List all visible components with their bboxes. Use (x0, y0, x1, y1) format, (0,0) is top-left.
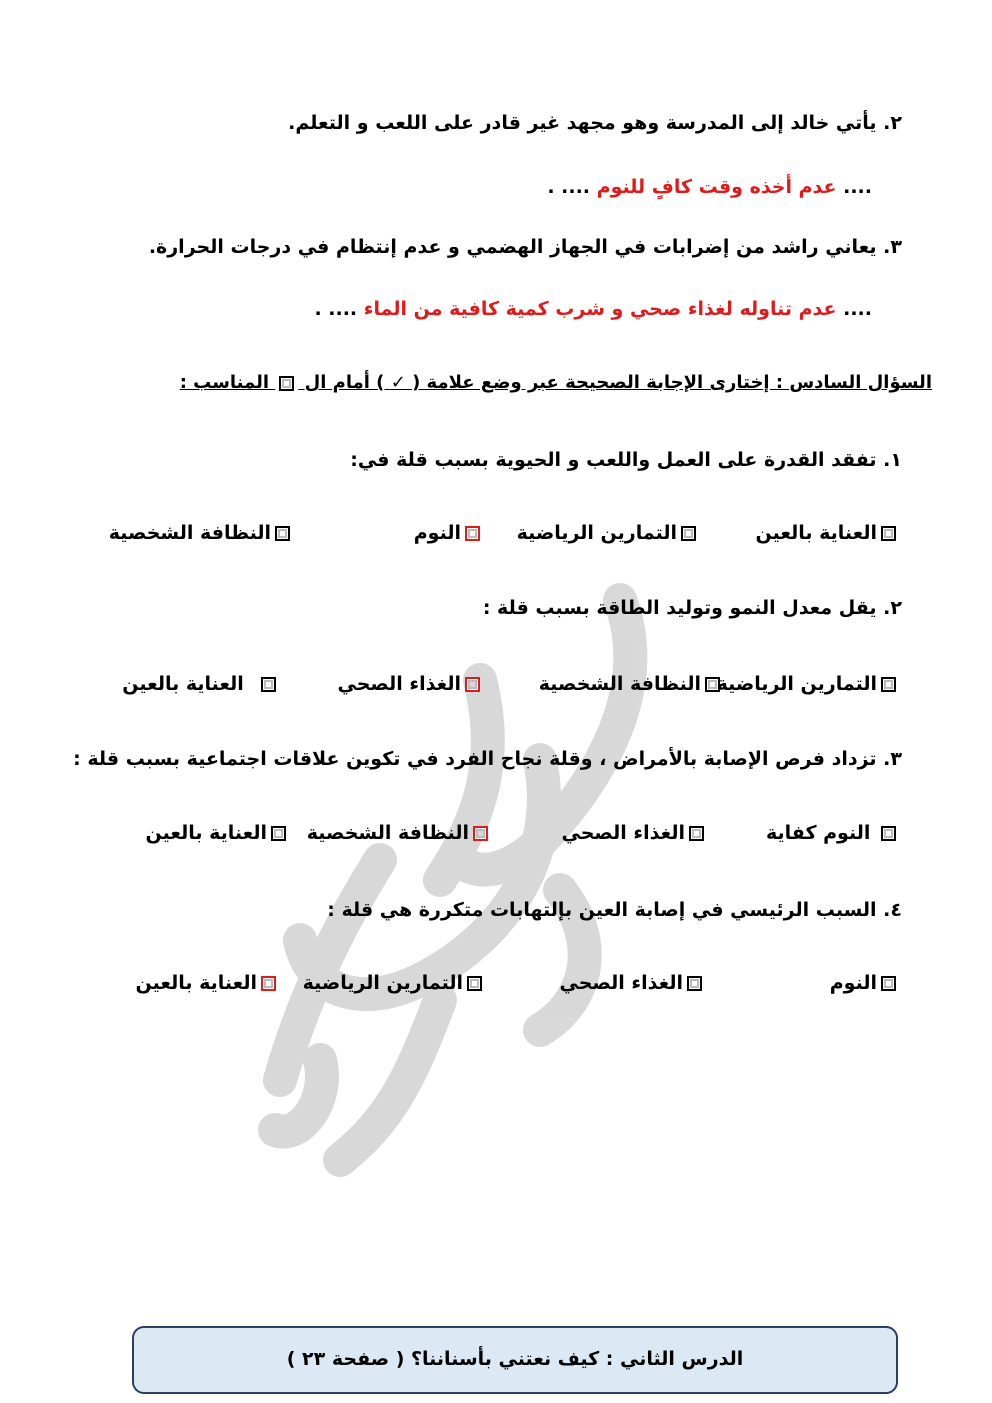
checkbox[interactable] (881, 526, 896, 541)
checkbox[interactable] (261, 677, 276, 692)
sub4-option-3[interactable] (303, 972, 486, 994)
option-label: التمارين الرياضية (302, 972, 463, 994)
heading-part-3: المناسب : (179, 372, 270, 393)
checkbox[interactable] (881, 826, 896, 841)
question-3-answer-line (60, 298, 872, 320)
sub2-option-1[interactable] (717, 673, 900, 695)
sub1-option-3[interactable] (414, 522, 484, 544)
checkbox[interactable] (275, 526, 290, 541)
checkbox[interactable] (881, 677, 896, 692)
sub1-option-1[interactable] (755, 522, 900, 544)
checkbox[interactable] (689, 826, 704, 841)
check-mark-icon: ✓ (390, 372, 406, 393)
checkbox-correct[interactable] (261, 976, 276, 991)
checkbox-correct[interactable] (465, 526, 480, 541)
sub2-option-2[interactable] (539, 673, 724, 695)
sub3-option-1[interactable] (766, 822, 900, 844)
question-2-answer-line (60, 176, 872, 198)
sub-question-1-text: ١. تفقد القدرة على العمل واللعب و الحيوية بسبب قلة في: (350, 449, 902, 471)
sub1-option-4[interactable] (109, 522, 294, 544)
lesson-footer-box (132, 1326, 898, 1394)
checkbox[interactable] (467, 976, 482, 991)
sub-question-4-text: ٤. السبب الرئيسي في إصابة العين بإلتهابات متكررة هي قلة : (327, 899, 902, 921)
lesson-title: الدرس الثاني : كيف نعتني بأسناننا؟ ( صفحة ٢٣ ) (286, 1348, 744, 1370)
sub2-option-3[interactable] (338, 673, 484, 695)
option-label: العناية بالعين (135, 972, 257, 994)
question-6-heading (60, 372, 932, 393)
checkbox-correct[interactable] (473, 826, 488, 841)
sub1-option-2[interactable] (517, 522, 700, 544)
checkbox[interactable] (881, 976, 896, 991)
sub3-option-4[interactable] (145, 822, 290, 844)
option-label: العناية بالعين (755, 522, 877, 544)
checkbox-correct[interactable] (465, 677, 480, 692)
heading-part-2: ) أمام ال (304, 372, 385, 393)
option-label: النوم (413, 522, 461, 544)
checkbox-icon (279, 376, 294, 391)
dots-open: .... (843, 176, 872, 198)
option-label: النظافة الشخصية (306, 822, 469, 844)
option-label: الغذاء الصحي (337, 673, 461, 695)
sub-question-2-text: ٢. يقل معدل النمو وتوليد الطاقة بسبب قلة : (482, 597, 902, 619)
watermark-calligraphy (180, 560, 740, 1180)
option-label: التمارين الرياضية (516, 522, 677, 544)
dots-open: .... (843, 298, 872, 320)
sub4-option-2[interactable] (560, 972, 706, 994)
option-label: العناية بالعين (122, 673, 244, 695)
sub2-option-4[interactable] (122, 673, 280, 695)
sub-question-3-text: ٣. تزداد فرص الإصابة بالأمراض ، وقلة نجاح الفرد في تكوين علاقات اجتماعية بسبب قلة : (73, 748, 902, 770)
option-label: التمارين الرياضية (716, 673, 877, 695)
option-label: النوم كفاية (766, 822, 871, 844)
checkbox[interactable] (687, 976, 702, 991)
question-2-text: ٢. يأتي خالد إلى المدرسة وهو مجهد غير قادر على اللعب و التعلم. (288, 112, 902, 134)
heading-part-1: السؤال السادس : إختارى الإجابة الصحيحة عبر وضع علامة ( (412, 372, 932, 393)
option-label: النوم (829, 972, 877, 994)
option-label: النظافة الشخصية (538, 673, 701, 695)
option-label: الغذاء الصحي (561, 822, 685, 844)
sub4-option-1[interactable] (830, 972, 900, 994)
checkbox[interactable] (681, 526, 696, 541)
option-label: النظافة الشخصية (108, 522, 271, 544)
question-2-answer: عدم أخذه وقت كافٍ للنوم (596, 176, 837, 198)
sub4-option-4[interactable] (135, 972, 280, 994)
dots-close: .... . (314, 298, 358, 320)
question-3-answer: عدم تناوله لغذاء صحي و شرب كمية كافية من الماء (363, 298, 837, 320)
option-label: العناية بالعين (145, 822, 267, 844)
question-3-text: ٣. يعاني راشد من إضرابات في الجهاز الهضمي و عدم إنتظام في درجات الحرارة. (148, 236, 902, 258)
dots-close: .... . (547, 176, 591, 198)
sub3-option-3[interactable] (307, 822, 492, 844)
sub3-option-2[interactable] (562, 822, 708, 844)
checkbox[interactable] (705, 677, 720, 692)
option-label: الغذاء الصحي (559, 972, 683, 994)
checkbox[interactable] (271, 826, 286, 841)
